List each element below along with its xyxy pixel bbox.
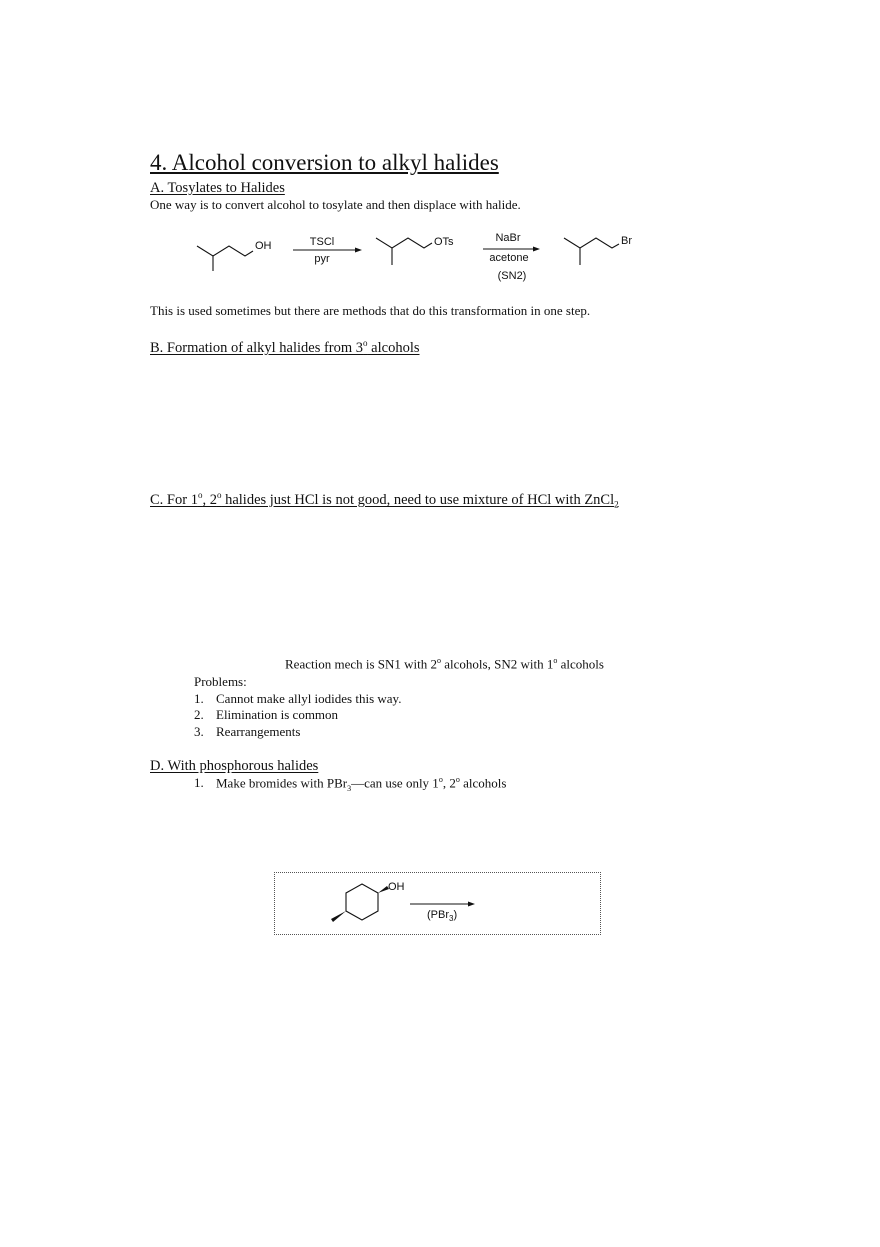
section-d-heading: D. With phosphorous halides (150, 758, 319, 774)
section-a-note: This is used sometimes but there are methods that do this transformation in one step. (150, 303, 591, 318)
page-title: 4. Alcohol conversion to alkyl halides (150, 150, 499, 175)
list-item: 3. Rearrangements (194, 724, 301, 739)
tosylate-label: OTs (434, 236, 454, 248)
reagent-nabr: NaBr (495, 232, 521, 244)
reagent-tscl: TSCl (309, 236, 335, 248)
hydroxyl-label: OH (255, 240, 272, 252)
reaction-arrow-pbr3 (410, 902, 475, 924)
list-item: 2. Elimination is common (194, 707, 339, 722)
methylcyclohexanol-structure (331, 881, 405, 922)
bromine-label: Br (621, 235, 632, 247)
section-b-heading: B. Formation of alkyl halides from 3$^o$ alcohols (150, 338, 420, 356)
problems-label: Problems: (194, 674, 247, 689)
reaction-mechanism-note: Reaction mech is SN1 with 2$^o$ alcohols, SN2 with 1$^o$ alcohols (285, 656, 604, 672)
mechanism-sn2-label: (SN2) (497, 270, 527, 282)
section-c-heading: C. For 1$^o$, 2$^o$ halides just HCl is not good, need to use mixture of HCl with ZnCl$_2$ (150, 490, 619, 510)
hydroxyl-label: OH (388, 881, 405, 893)
reagent-acetone: acetone (489, 252, 529, 264)
section-a-heading: A. Tosylates to Halides (150, 180, 285, 196)
list-item: 1. Make bromides with PBr$_3$—can use only 1$^o$, 2$^o$ alcohols (194, 775, 507, 793)
section-a-intro: One way is to convert alcohol to tosylate and then displace with halide. (150, 197, 521, 212)
reagent-pyr: pyr (314, 253, 330, 265)
list-item: 1. Cannot make allyl iodides this way. (194, 691, 402, 706)
svg-text:(PBr3): (PBr$_3$) (427, 909, 458, 923)
